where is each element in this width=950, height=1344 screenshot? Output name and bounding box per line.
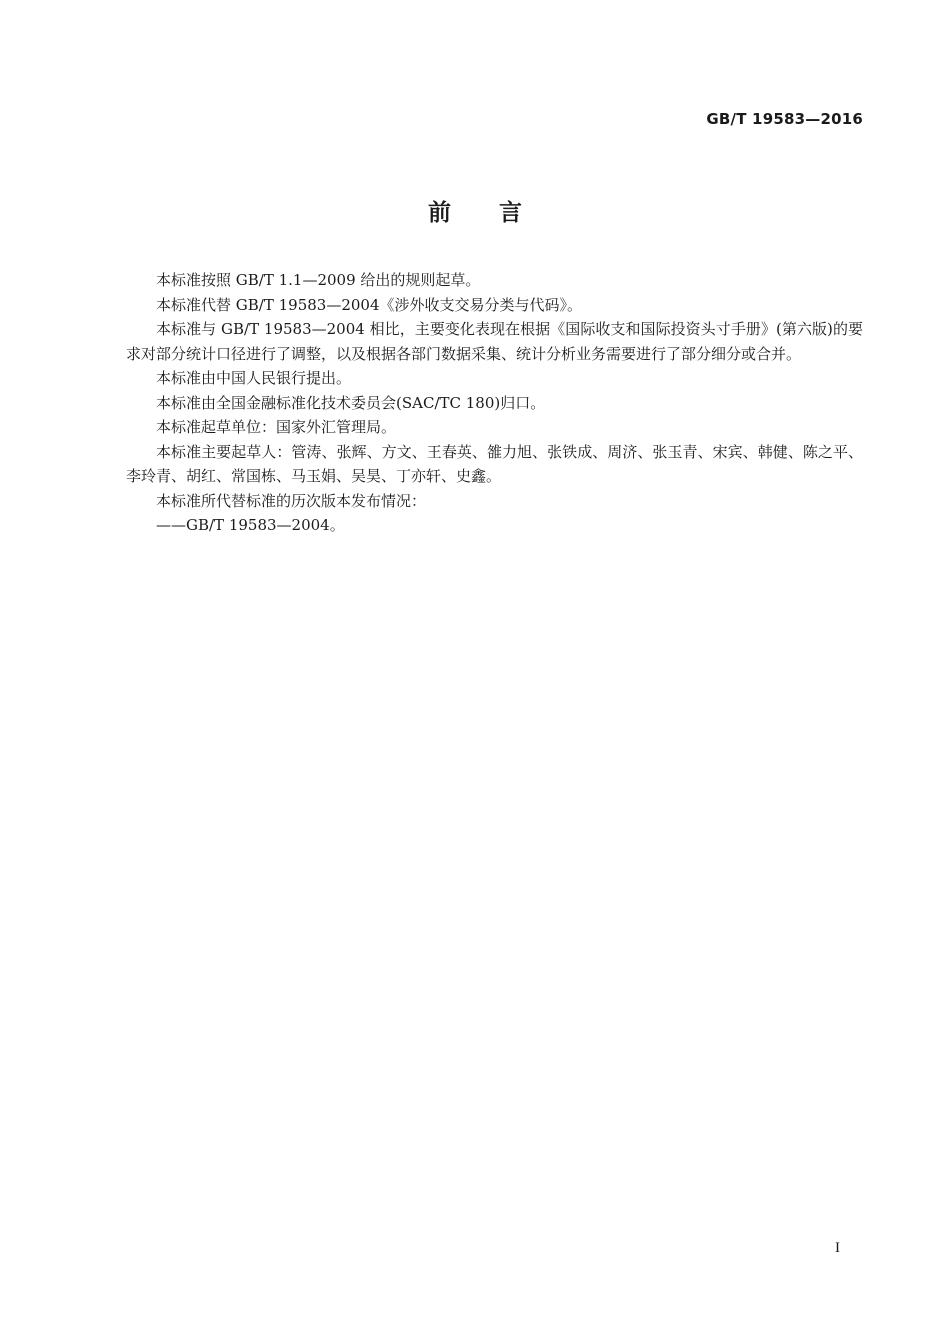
paragraph-changes: 本标准与 GB/T 19583—2004 相比，主要变化表现在根据《国际收支和国际投资头寸手册》(第六版)的要求对部分统计口径进行了调整，以及根据各部门数据采集、统计分析业务需要进行了部分细分或合并。 xyxy=(126,320,863,363)
paragraph-history-item: ——GB/T 19583—2004。 xyxy=(156,516,345,534)
paragraph-drafters: 本标准主要起草人：管涛、张辉、方文、王春英、雒力旭、张铁成、周济、张玉青、宋宾、韩健、陈之平、李玲青、胡红、常国栋、马玉娟、吴昊、丁亦轩、史鑫。 xyxy=(126,442,863,485)
paragraph-replaces: 本标准代替 GB/T 19583—2004《涉外收支交易分类与代码》。 xyxy=(156,295,582,314)
paragraph-drafting-rules: 本标准按照 GB/T 1.1—2009 给出的规则起草。 xyxy=(156,271,481,289)
paragraph-history-intro: 本标准所代替标准的历次版本发布情况： xyxy=(156,491,427,510)
paragraph-committee: 本标准由全国金融标准化技术委员会(SAC/TC 180)归口。 xyxy=(156,393,546,412)
foreword-body xyxy=(126,268,863,538)
title-char-2: 言 xyxy=(499,200,522,226)
page-title xyxy=(0,194,950,227)
paragraph-drafting-unit: 本标准起草单位：国家外汇管理局。 xyxy=(156,418,397,436)
title-char-1: 前 xyxy=(428,200,451,226)
standard-code: GB/T 19583—2016 xyxy=(706,110,863,128)
paragraph-proposer: 本标准由中国人民银行提出。 xyxy=(156,369,352,387)
page-number: I xyxy=(835,1240,840,1256)
